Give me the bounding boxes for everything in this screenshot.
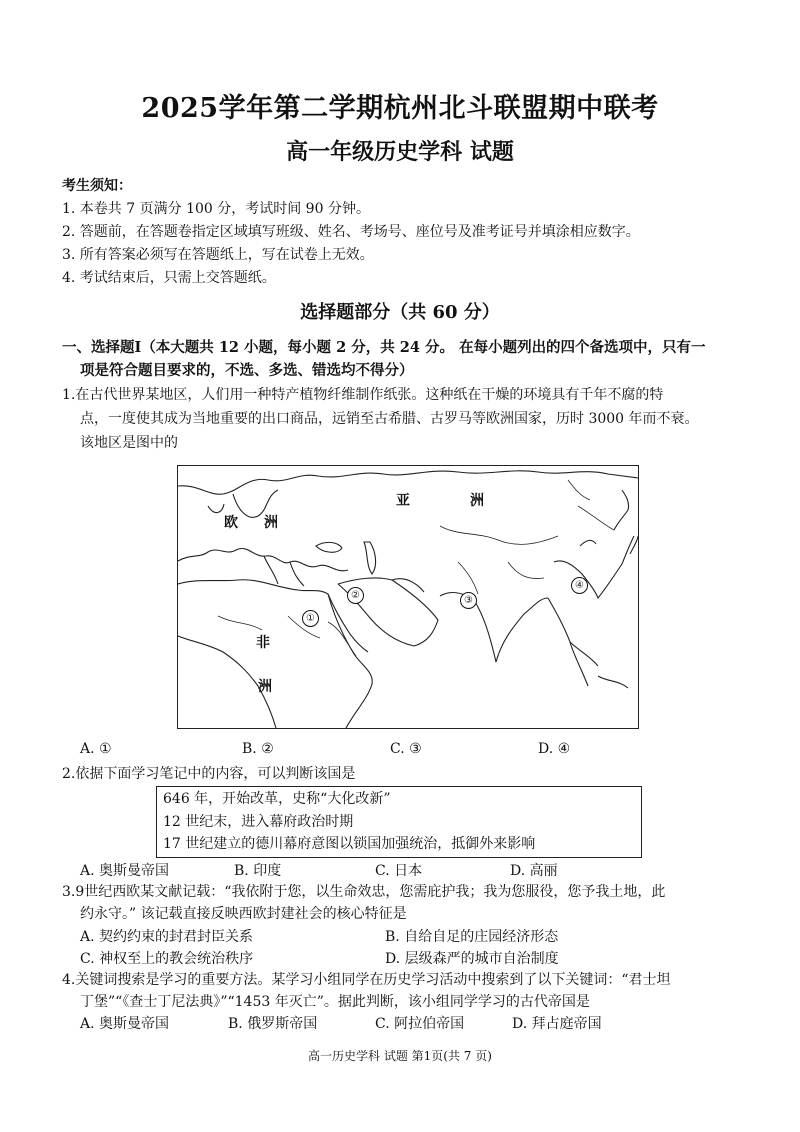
q1-stem-cont: 点，一度使其成为当地重要的出口商品，远销至古希腊、古罗马等欧洲国家，历时 3000 年而不衰。 (80, 411, 699, 427)
map-label-asia-1: 亚 (396, 493, 410, 509)
section-instruction-cont: 项是符合题目要求的，不选、多选、错选均不得分） (80, 362, 414, 379)
map-marker-3: ③ (460, 592, 477, 609)
q1-map (177, 465, 639, 729)
q2-note: 17 世纪建立的德川幕府意图以锁国加强统治，抵御外来影响 (163, 836, 536, 852)
q2-option-c[interactable]: C. 日本 (375, 863, 423, 879)
map-label-africa-2: 洲 (258, 679, 272, 695)
notice-item: 3. 所有答案必须写在答题纸上，写在试卷上无效。 (62, 247, 374, 263)
q4-option-d[interactable]: D. 拜占庭帝国 (512, 1016, 602, 1032)
map-label-europe-2: 洲 (264, 515, 278, 531)
map-label-asia-2: 洲 (470, 493, 484, 509)
section-instruction: 一、选择题Ⅰ（本大题共 12 小题，每小题 2 分，共 24 分。 在每小题列出的四个备选项中，只有一 (62, 339, 706, 356)
page-footer: 高一历史学科 试题 第1页(共 7 页) (308, 1049, 492, 1063)
map-label-europe-1: 欧 (224, 515, 238, 531)
notice-heading: 考生须知： (62, 178, 132, 194)
q1-option-b[interactable]: B. ② (242, 741, 274, 757)
q2-stem: 2.依据下面学习笔记中的内容，可以判断该国是 (62, 766, 356, 782)
exam-title: 2025学年第二学期杭州北斗联盟期中联考 (141, 93, 659, 124)
q4-stem: 4.关键词搜索是学习的重要方法。某学习小组同学在历史学习活动中搜索到了以下关键词：“君士坦 (62, 972, 671, 988)
map-marker-4: ④ (571, 577, 588, 594)
notice-item: 4. 考试结束后，只需上交答题纸。 (62, 270, 276, 286)
map-marker-1: ① (302, 610, 319, 627)
exam-subtitle: 高一年级历史学科 试题 (286, 139, 514, 165)
q3-option-a[interactable]: A. 契约约束的封君封臣关系 (80, 929, 254, 945)
q2-option-a[interactable]: A. 奥斯曼帝国 (80, 863, 170, 879)
map-label-africa-1: 非 (256, 635, 270, 651)
q1-option-c[interactable]: C. ③ (390, 741, 422, 757)
map-marker-2: ② (347, 587, 364, 604)
q2-note: 646 年，开始改革，史称“大化改新” (163, 791, 391, 807)
notice-item: 1. 本卷共 7 页满分 100 分，考试时间 90 分钟。 (62, 201, 370, 217)
q1-stem-cont: 该地区是图中的 (80, 435, 178, 451)
q1-option-d[interactable]: D. ④ (538, 741, 571, 757)
q3-option-d[interactable]: D. 层级森严的城市自治制度 (385, 951, 559, 967)
section-title: 选择题部分（共 60 分） (300, 302, 500, 323)
q2-option-d[interactable]: D. 高丽 (510, 863, 558, 879)
q4-option-a[interactable]: A. 奥斯曼帝国 (80, 1016, 170, 1032)
q2-option-b[interactable]: B. 印度 (234, 863, 282, 879)
q4-option-b[interactable]: B. 俄罗斯帝国 (228, 1016, 318, 1032)
q2-note: 12 世纪末，进入幕府政治时期 (163, 814, 354, 830)
q1-option-a[interactable]: A. ① (80, 741, 112, 757)
notice-item: 2. 答题前，在答题卷指定区域填写班级、姓名、考场号、座位号及准考证号并填涂相应数字。 (62, 224, 640, 240)
q4-stem-cont: 丁堡”“《查士丁尼法典》”“1453 年灭亡”。据此判断，该小组同学学习的古代帝国是 (80, 994, 590, 1010)
q3-stem-cont: 约永守。” 该记载直接反映西欧封建社会的核心特征是 (80, 906, 407, 922)
q1-stem: 1.在古代世界某地区，人们用一种特产植物纤维制作纸张。这种纸在干燥的环境具有千年不腐的特 (62, 387, 664, 403)
q4-option-c[interactable]: C. 阿拉伯帝国 (375, 1016, 465, 1032)
q3-stem: 3.9世纪西欧某文献记载：“我依附于您，以生命效忠，您需庇护我；我为您服役，您予我土地，此 (62, 884, 666, 900)
q3-option-b[interactable]: B. 自给自足的庄园经济形态 (385, 929, 559, 945)
q2-notes-box (156, 786, 642, 858)
q3-option-c[interactable]: C. 神权至上的教会统治秩序 (80, 951, 254, 967)
